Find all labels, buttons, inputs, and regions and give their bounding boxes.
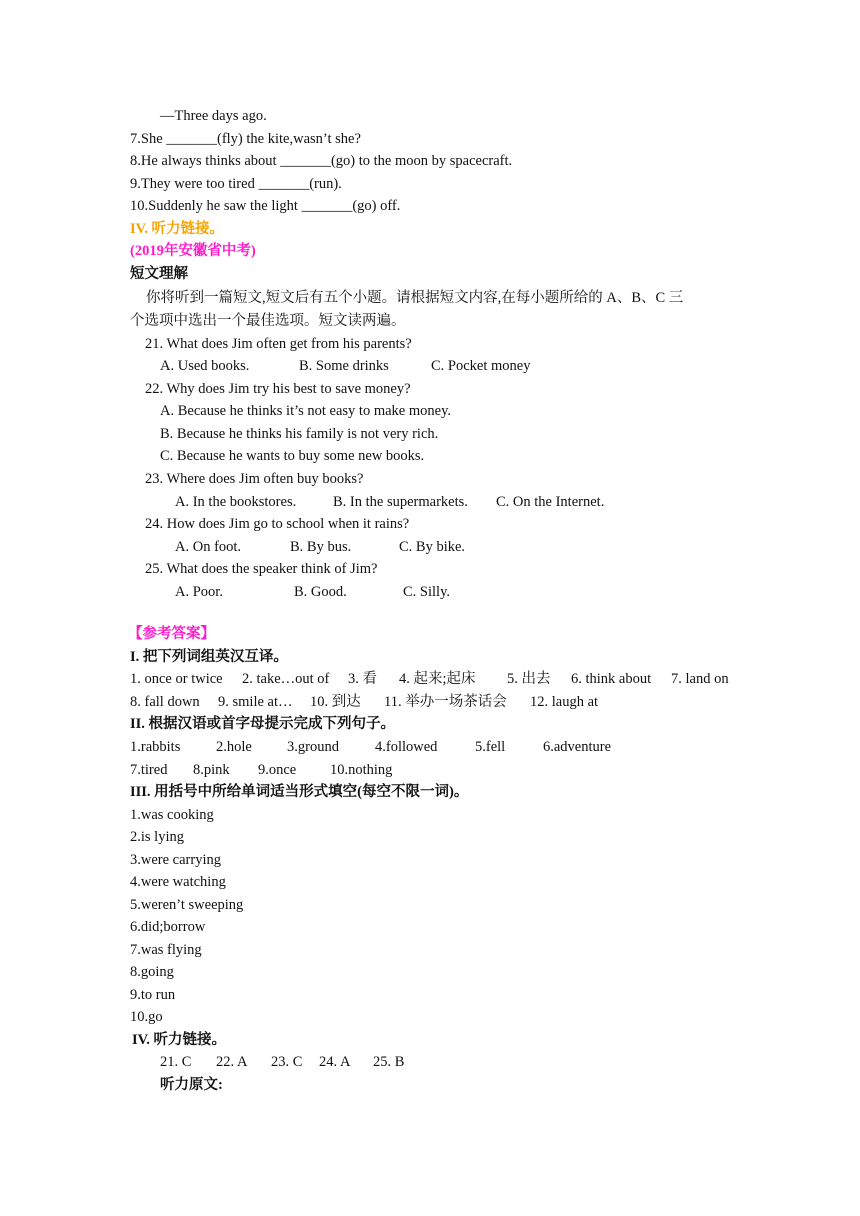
answer-1-10: 10. 到达 bbox=[310, 694, 361, 710]
answer-1-9: 9. smile at… bbox=[218, 694, 293, 710]
option-25c: C. Silly. bbox=[403, 584, 451, 600]
answer-1-12: 12. laugh at bbox=[530, 694, 599, 710]
answer-2-4: 4.followed bbox=[375, 739, 438, 755]
answers-part2-heading: II. 根据汉语或首字母提示完成下列句子。 bbox=[130, 716, 396, 732]
answer-1-1: 1. once or twice bbox=[130, 671, 223, 687]
answer-3-7: 7.was flying bbox=[130, 942, 202, 958]
option-24b: B. By bus. bbox=[290, 539, 352, 555]
answer-3-4: 4.were watching bbox=[130, 874, 226, 890]
answer-2-3: 3.ground bbox=[287, 739, 339, 755]
answer-1-8: 8. fall down bbox=[130, 694, 200, 710]
answer-2-8: 8.pink bbox=[193, 762, 230, 778]
option-23c: C. On the Internet. bbox=[496, 494, 605, 510]
option-22a: A. Because he thinks it’s not easy to make money. bbox=[160, 403, 452, 419]
section4-subtitle: 短文理解 bbox=[130, 266, 188, 282]
question-9: 9.They were too tired _______(run). bbox=[130, 176, 342, 192]
answer-3-3: 3.were carrying bbox=[130, 852, 221, 868]
answers-part1-heading: I. 把下列词组英汉互译。 bbox=[130, 649, 288, 665]
option-22b: B. Because he thinks his family is not very rich. bbox=[160, 426, 439, 442]
answer-4-23: 23. C bbox=[271, 1054, 303, 1070]
question-23: 23. Where does Jim often buy books? bbox=[145, 471, 364, 487]
question-10: 10.Suddenly he saw the light _______(go) off. bbox=[130, 198, 401, 214]
answer-3-9: 9.to run bbox=[130, 987, 176, 1003]
answer-4-21: 21. C bbox=[160, 1054, 192, 1070]
instructions-line-1: 你将听到一篇短文,短文后有五个小题。请根据短文内容,在每小题所给的 A、B、C 三 bbox=[146, 290, 684, 306]
option-21c: C. Pocket money bbox=[431, 358, 531, 374]
question-7: 7.She _______(fly) the kite,wasn’t she? bbox=[130, 131, 361, 147]
answer-1-5: 5. 出去 bbox=[507, 671, 551, 687]
option-21a: A. Used books. bbox=[160, 358, 250, 374]
answer-1-7: 7. land on bbox=[671, 671, 729, 687]
section4-heading: IV. 听力链接。 bbox=[130, 221, 224, 237]
question-8: 8.He always thinks about _______(go) to the moon by spacecraft. bbox=[130, 153, 513, 169]
transcript-label: 听力原文: bbox=[160, 1077, 223, 1093]
option-24c: C. By bike. bbox=[399, 539, 466, 555]
answer-2-10: 10.nothing bbox=[330, 762, 393, 778]
instructions-line-2: 个选项中选出一个最佳选项。短文读两遍。 bbox=[130, 313, 406, 329]
answers-part3-heading: III. 用括号中所给单词适当形式填空(每空不限一词)。 bbox=[130, 784, 469, 800]
answer-1-3: 3. 看 bbox=[348, 671, 377, 687]
option-25b: B. Good. bbox=[294, 584, 347, 600]
question-22: 22. Why does Jim try his best to save money? bbox=[145, 381, 411, 397]
answers-heading: 【参考答案】 bbox=[128, 626, 215, 642]
option-21b: B. Some drinks bbox=[299, 358, 389, 374]
question-25: 25. What does the speaker think of Jim? bbox=[145, 561, 378, 577]
answers-part4-heading: IV. 听力链接。 bbox=[132, 1032, 226, 1048]
answer-2-2: 2.hole bbox=[216, 739, 252, 755]
option-25a: A. Poor. bbox=[175, 584, 223, 600]
answer-3-1: 1.was cooking bbox=[130, 807, 214, 823]
answer-3-6: 6.did;borrow bbox=[130, 919, 206, 935]
answer-4-22: 22. A bbox=[216, 1054, 248, 1070]
option-22c: C. Because he wants to buy some new books. bbox=[160, 448, 425, 464]
answer-2-9: 9.once bbox=[258, 762, 297, 778]
answer-2-5: 5.fell bbox=[475, 739, 506, 755]
answer-1-6: 6. think about bbox=[571, 671, 652, 687]
option-23b: B. In the supermarkets. bbox=[333, 494, 468, 510]
answer-line: —Three days ago. bbox=[160, 108, 267, 124]
answer-1-11: 11. 举办一场茶话会 bbox=[384, 694, 507, 710]
answer-3-5: 5.weren’t sweeping bbox=[130, 897, 244, 913]
answer-4-24: 24. A bbox=[319, 1054, 351, 1070]
answer-1-2: 2. take…out of bbox=[242, 671, 330, 687]
answer-2-6: 6.adventure bbox=[543, 739, 612, 755]
section4-source: (2019年安徽省中考) bbox=[130, 243, 256, 259]
answer-2-7: 7.tired bbox=[130, 762, 168, 778]
answer-3-8: 8.going bbox=[130, 964, 174, 980]
question-24: 24. How does Jim go to school when it rains? bbox=[145, 516, 410, 532]
answer-3-10: 10.go bbox=[130, 1009, 163, 1025]
answer-2-1: 1.rabbits bbox=[130, 739, 181, 755]
answer-3-2: 2.is lying bbox=[130, 829, 184, 845]
option-23a: A. In the bookstores. bbox=[175, 494, 297, 510]
answer-4-25: 25. B bbox=[373, 1054, 405, 1070]
option-24a: A. On foot. bbox=[175, 539, 242, 555]
answer-1-4: 4. 起来;起床 bbox=[399, 671, 476, 687]
question-21: 21. What does Jim often get from his parents? bbox=[145, 336, 412, 352]
